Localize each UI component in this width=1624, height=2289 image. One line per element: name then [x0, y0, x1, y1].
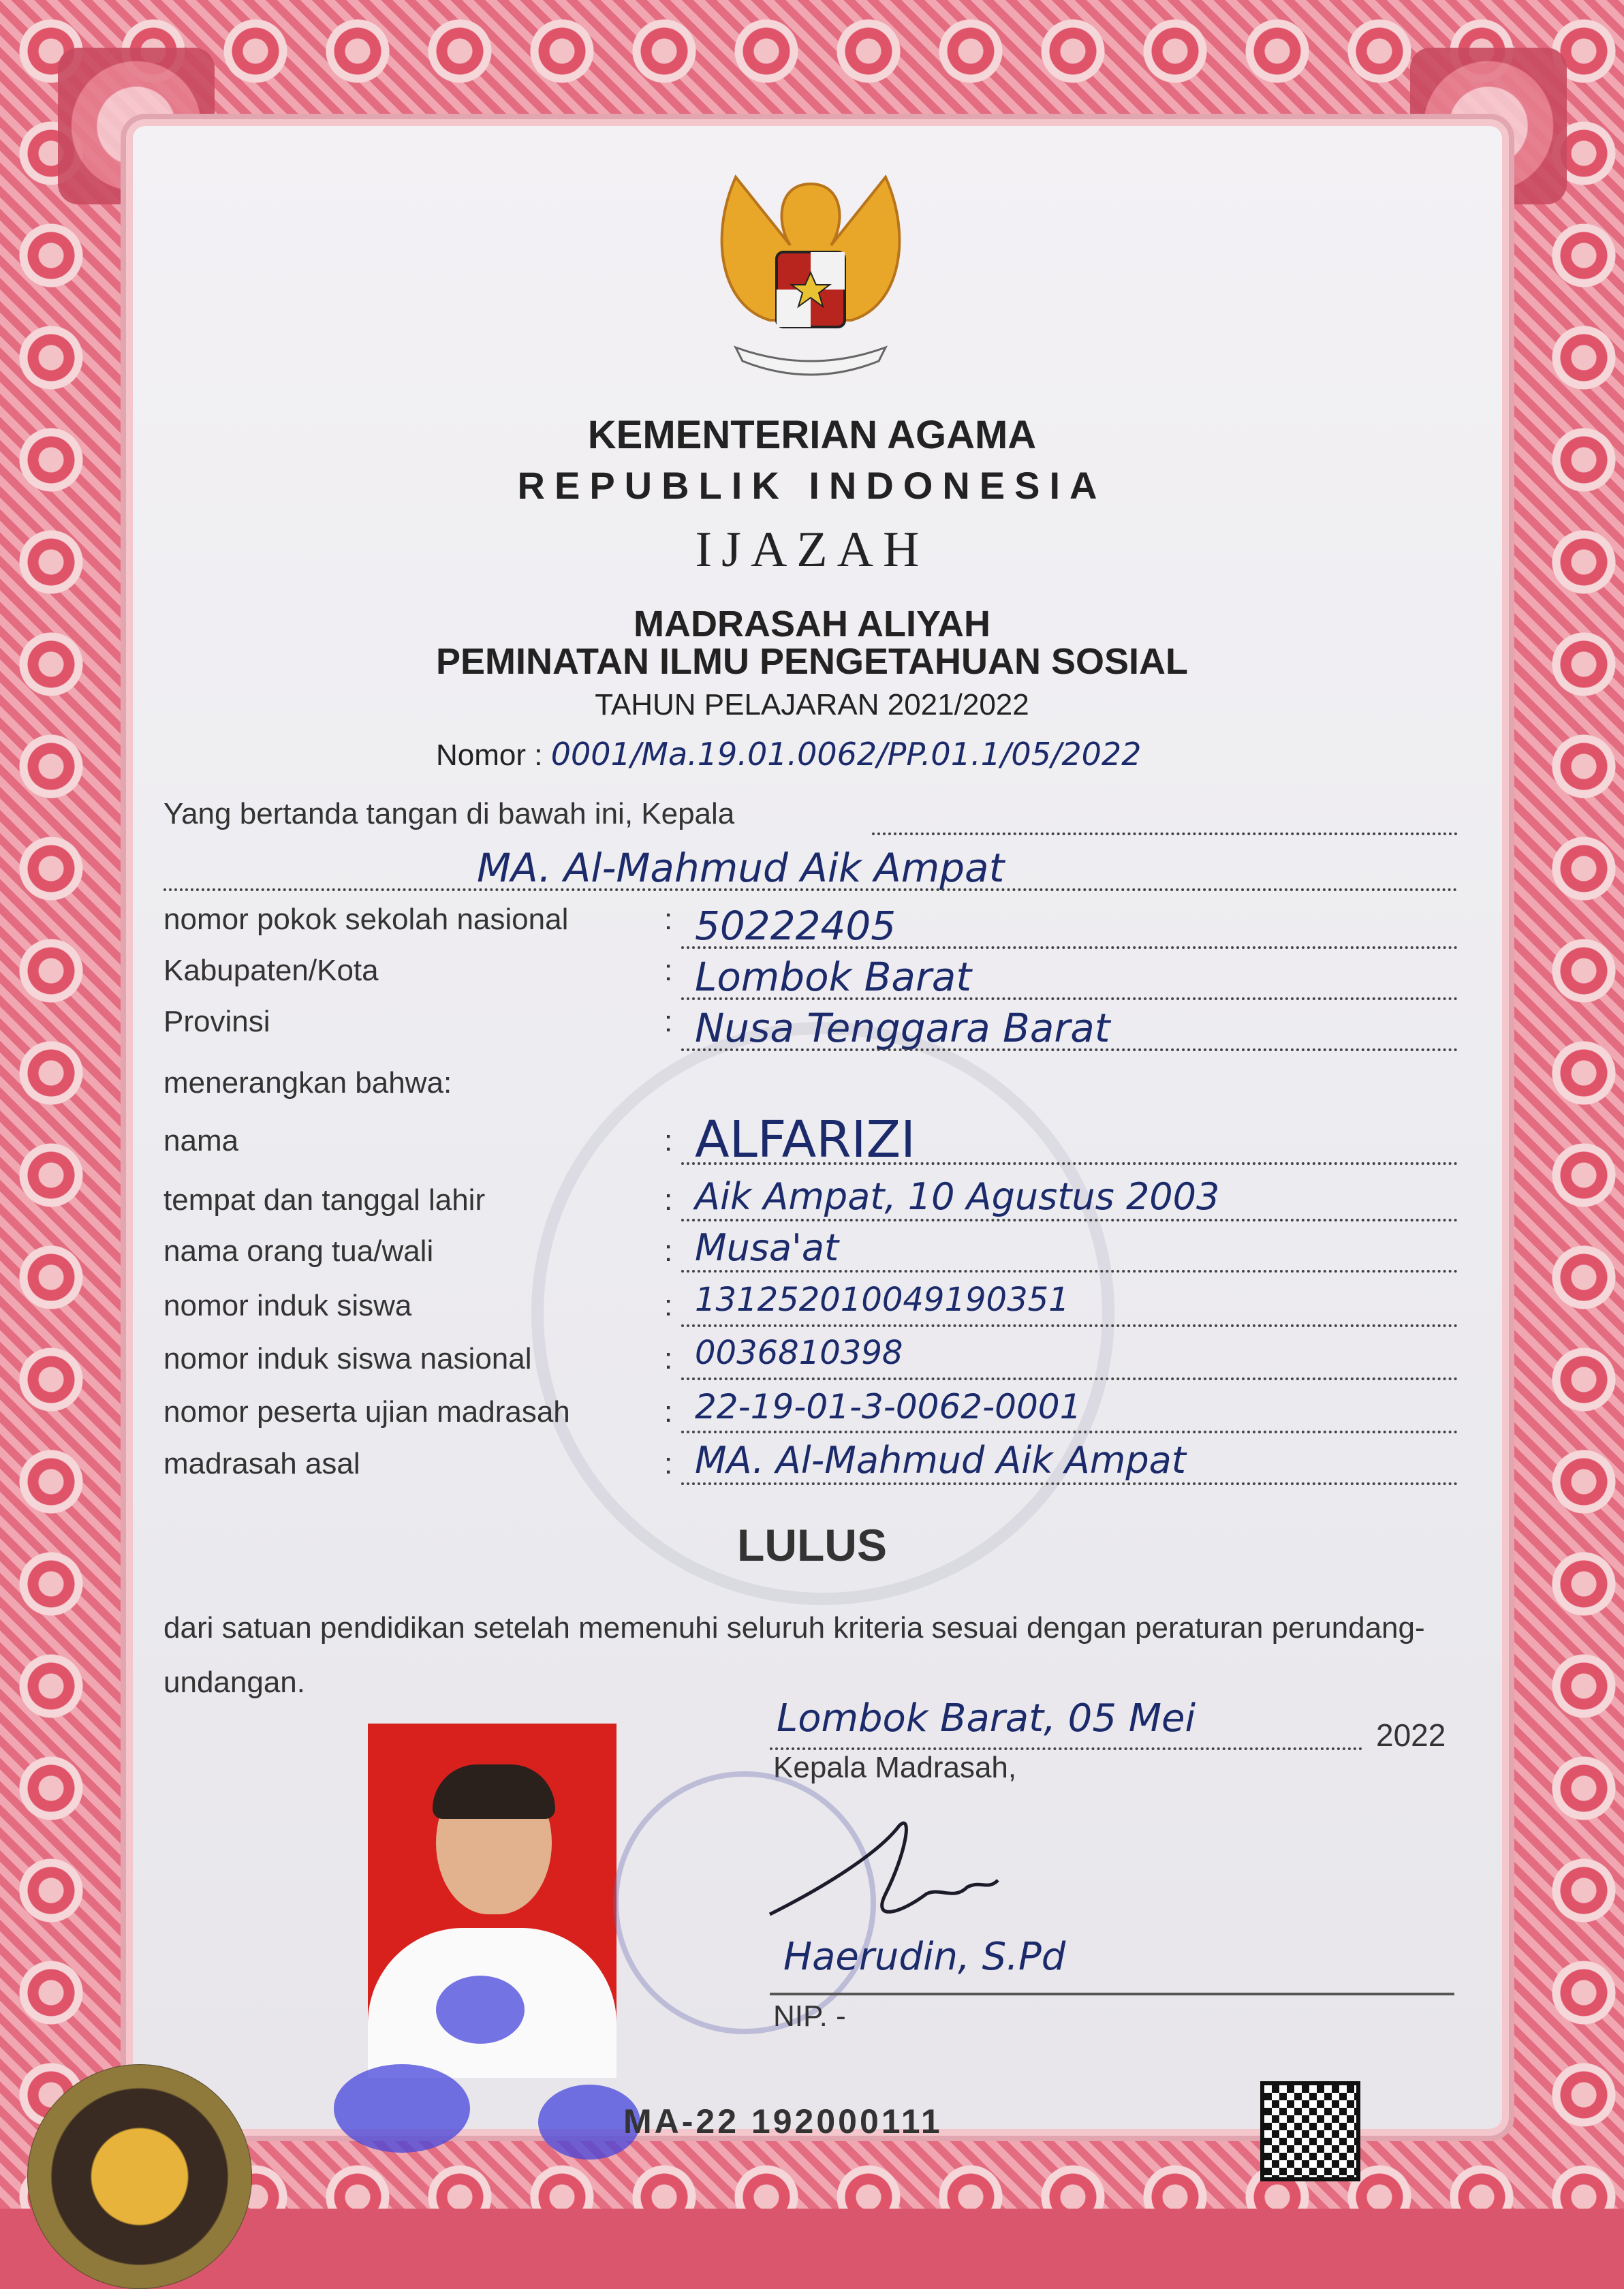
student-row [163, 1281, 1458, 1328]
intro-label: Yang bertanda tangan di bawah ini, Kepala [163, 797, 735, 830]
colon: : [664, 1342, 673, 1375]
signature-title: Kepala Madrasah, [773, 1751, 1017, 1784]
field-row [163, 954, 1458, 1001]
colon: : [664, 1289, 673, 1322]
signature-year: 2022 [1376, 1717, 1446, 1753]
garuda-emblem-icon [695, 157, 926, 388]
certificate-number [436, 736, 1141, 773]
student-row [163, 1110, 1458, 1169]
dotted-line [163, 888, 1458, 891]
signature-line [770, 1993, 1454, 1995]
colon: : [664, 1005, 673, 1038]
dotted-line [681, 997, 1458, 1000]
academic-year: TAHUN PELAJARAN 2021/2022 [595, 688, 1029, 721]
qr-code-icon [1260, 2081, 1360, 2181]
seal-icon [27, 2064, 252, 2289]
signatory-nip: NIP. - [773, 1999, 846, 2033]
country-heading: REPUBLIK INDONESIA [517, 464, 1107, 507]
statement-paragraph: dari satuan pendidikan setelah memenuhi seluruh kriteria sesuai dengan peraturan perundang-undangan. [163, 1611, 1425, 1699]
student-value: MA. Al-Mahmud Aik Ampat [695, 1439, 1186, 1482]
student-label: nomor induk siswa nasional [163, 1342, 532, 1375]
statement: menerangkan bahwa: [163, 1066, 452, 1100]
student-row [163, 1175, 1458, 1223]
dotted-line [681, 1482, 1458, 1485]
field-label: Provinsi [163, 1005, 270, 1038]
colon: : [664, 1447, 673, 1480]
school-name: MA. Al-Mahmud Aik Ampat [477, 845, 1005, 891]
number-value: 0001/Ma.19.01.0062/PP.01.1/05/2022 [550, 736, 1142, 773]
serial-number: MA-22 192000111 [623, 2102, 943, 2140]
dotted-line [681, 1377, 1458, 1380]
program-name: PEMINATAN ILMU PENGETAHUAN SOSIAL [436, 641, 1188, 682]
student-value: Aik Ampat, 10 Agustus 2003 [695, 1175, 1220, 1218]
dotted-line [681, 1270, 1458, 1273]
student-row [163, 1334, 1458, 1382]
student-row [163, 1439, 1458, 1486]
student-row [163, 1387, 1458, 1435]
colon: : [664, 1124, 673, 1157]
signature-scribble [763, 1812, 1008, 1948]
field-value: 50222405 [695, 903, 896, 949]
colon: : [664, 1234, 673, 1268]
ministry-heading: KEMENTERIAN AGAMA [587, 413, 1037, 457]
dotted-line [872, 832, 1458, 835]
student-label: nama orang tua/wali [163, 1234, 434, 1268]
field-value: Lombok Barat [695, 954, 972, 1000]
student-label: tempat dan tanggal lahir [163, 1183, 486, 1217]
student-value: Musa'at [695, 1226, 839, 1269]
student-label: nomor peserta ujian madrasah [163, 1395, 570, 1429]
field-row [163, 903, 1458, 950]
colon: : [664, 954, 673, 987]
dotted-line [681, 1048, 1458, 1051]
dotted-line [681, 1162, 1458, 1165]
school-row [163, 845, 1458, 892]
photo-hair [433, 1764, 555, 1819]
field-label: Kabupaten/Kota [163, 954, 379, 987]
fingerprint [436, 1976, 525, 2044]
result-heading: LULUS [737, 1520, 887, 1570]
field-row [163, 1005, 1458, 1053]
colon: : [664, 1183, 673, 1217]
signatory-name: Haerudin, S.Pd [783, 1935, 1066, 1979]
fingerprint [334, 2064, 470, 2153]
signature-place-date: Lombok Barat, 05 Mei [777, 1696, 1196, 1741]
field-label: nomor pokok sekolah nasional [163, 903, 569, 936]
field-value: Nusa Tenggara Barat [695, 1005, 1110, 1051]
dotted-line [681, 1324, 1458, 1327]
student-value: 131252010049190351 [695, 1281, 1069, 1319]
colon: : [664, 1395, 673, 1429]
number-label: Nomor : [436, 738, 543, 772]
dotted-line [681, 1219, 1458, 1221]
student-label: nomor induk siswa [163, 1289, 412, 1322]
dotted-line [681, 1431, 1458, 1433]
school-type: MADRASAH ALIYAH [633, 604, 991, 644]
student-value: 22-19-01-3-0062-0001 [695, 1387, 1082, 1427]
student-label: nama [163, 1124, 239, 1157]
intro-row [163, 797, 1458, 838]
dotted-line [681, 946, 1458, 949]
student-name: ALFARIZI [695, 1110, 916, 1169]
colon: : [664, 903, 673, 936]
dotted-line [770, 1747, 1362, 1750]
document-title: IJAZAH [695, 522, 929, 578]
student-label: madrasah asal [163, 1447, 360, 1480]
student-row [163, 1226, 1458, 1274]
student-value: 0036810398 [695, 1334, 903, 1372]
